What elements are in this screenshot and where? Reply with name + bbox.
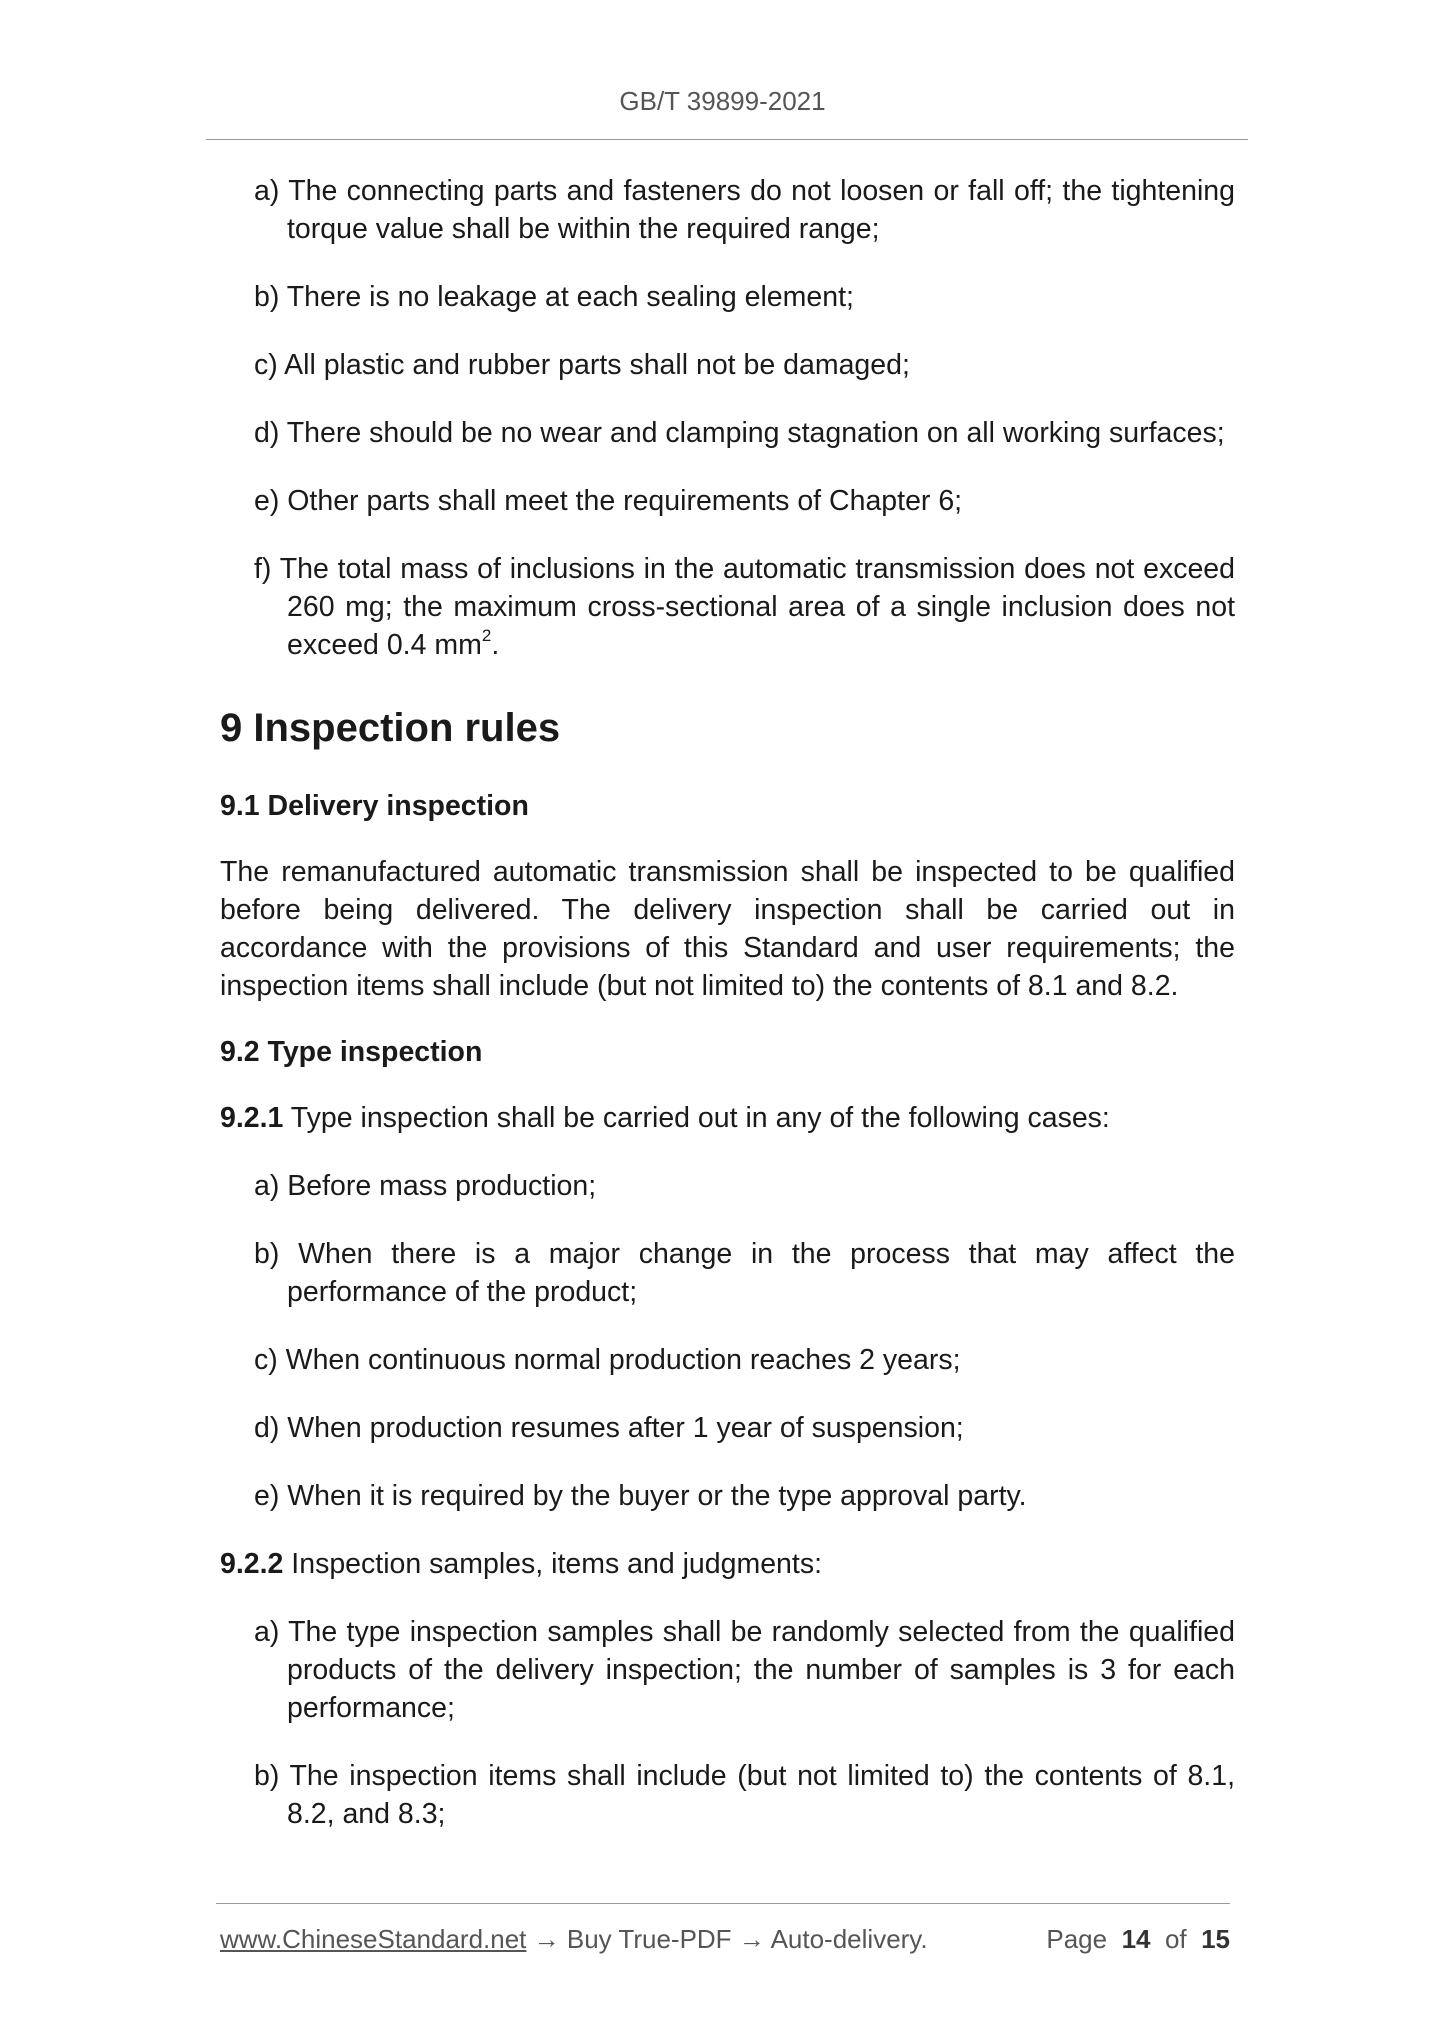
item-label: a): [254, 1170, 280, 1202]
site-link[interactable]: www.ChineseStandard.net: [220, 1924, 527, 1954]
item-text: The type inspection samples shall be randomly selected from the qualified products of the delivery inspection; the number of samples is 3 for each performance;: [287, 1616, 1235, 1724]
header-divider: [206, 139, 1248, 140]
item-label: a): [254, 1616, 280, 1648]
page-total: 15: [1201, 1924, 1230, 1954]
page-indicator: [1046, 1922, 1230, 1956]
footer-divider: [216, 1903, 1230, 1904]
list-item: [220, 1167, 1235, 1205]
list-item: [220, 482, 1235, 520]
clause-9-2-2: [220, 1545, 1235, 1583]
item-label: d): [254, 417, 280, 449]
page-footer: [220, 1922, 1230, 1956]
of-word: of: [1164, 1924, 1187, 1954]
subsection-9-1-heading: 9.1 Delivery inspection: [220, 790, 529, 822]
item-text: All plastic and rubber parts shall not be damaged;: [284, 349, 910, 381]
clause-text: Type inspection shall be carried out in any of the following cases:: [283, 1102, 1110, 1134]
item-label: a): [254, 175, 280, 207]
item-text: When production resumes after 1 year of suspension;: [287, 1412, 964, 1444]
page-content: [220, 172, 1235, 1863]
item-label: b): [254, 1760, 280, 1792]
item-text: When continuous normal production reaches 2 years;: [285, 1344, 961, 1376]
section-9-heading: 9 Inspection rules: [220, 706, 561, 750]
item-label: c): [254, 1344, 278, 1376]
item-text: When there is a major change in the process that may affect the performance of the product;: [287, 1238, 1235, 1308]
footer-tagline: → Buy True-PDF → Auto-delivery.: [526, 1924, 928, 1954]
list-item: [220, 1341, 1235, 1379]
subsection-9-1-text: The remanufactured automatic transmission shall be inspected to be qualified before being delivered. The delivery inspection shall be carried out in accordance with the provisions of this Standard and user requirements; the inspection items shall include (but not limited to) the contents of 8.1 and 8.2.: [220, 856, 1235, 1002]
item-label: f): [254, 553, 272, 585]
list-item: [220, 172, 1235, 248]
item-text: The inspection items shall include (but not limited to) the contents of 8.1, 8.2, and 8.3;: [287, 1760, 1235, 1830]
item-text: When it is required by the buyer or the type approval party.: [287, 1480, 1027, 1512]
clause-text: Inspection samples, items and judgments:: [283, 1548, 822, 1580]
clause-number: 9.2.1: [220, 1102, 284, 1134]
item-label: e): [254, 485, 280, 517]
list-item: [220, 1409, 1235, 1447]
list-item: [220, 414, 1235, 452]
list-item: [220, 278, 1235, 316]
item-label: b): [254, 1238, 280, 1270]
subsection-9-2-heading: 9.2 Type inspection: [220, 1036, 483, 1068]
item-text: Other parts shall meet the requirements of Chapter 6;: [287, 485, 963, 517]
list-item: [220, 346, 1235, 384]
item-tail: .: [491, 629, 500, 661]
item-label: e): [254, 1480, 280, 1512]
list-item: [220, 1235, 1235, 1311]
list-9-2-1-cases: [220, 1167, 1235, 1515]
header-doc-code: GB/T 39899-2021: [619, 86, 826, 116]
page-number: 14: [1121, 1924, 1151, 1954]
page-word: Page: [1046, 1924, 1108, 1954]
item-label: c): [254, 349, 278, 381]
item-label: d): [254, 1412, 280, 1444]
item-text: There should be no wear and clamping stagnation on all working surfaces;: [286, 417, 1225, 449]
clause-number: 9.2.2: [220, 1548, 284, 1580]
item-text: There is no leakage at each sealing element;: [286, 281, 854, 313]
list-8-requirements: [220, 172, 1235, 664]
superscript: 2: [481, 626, 492, 645]
list-9-2-2-samples: [220, 1613, 1235, 1833]
list-item: [220, 1613, 1235, 1727]
item-text: Before mass production;: [287, 1170, 597, 1202]
item-text: The connecting parts and fasteners do not loosen or fall off; the tightening torque value shall be within the required range;: [287, 175, 1236, 245]
clause-9-2-1: [220, 1099, 1235, 1137]
item-label: b): [254, 281, 280, 313]
list-item: [220, 1477, 1235, 1515]
list-item: [220, 550, 1235, 664]
list-item: [220, 1757, 1235, 1833]
item-text: The total mass of inclusions in the automatic transmission does not exceed 260 mg; the maximum cross-sectional area of a single inclusion does not exceed 0.4 mm: [279, 553, 1236, 661]
